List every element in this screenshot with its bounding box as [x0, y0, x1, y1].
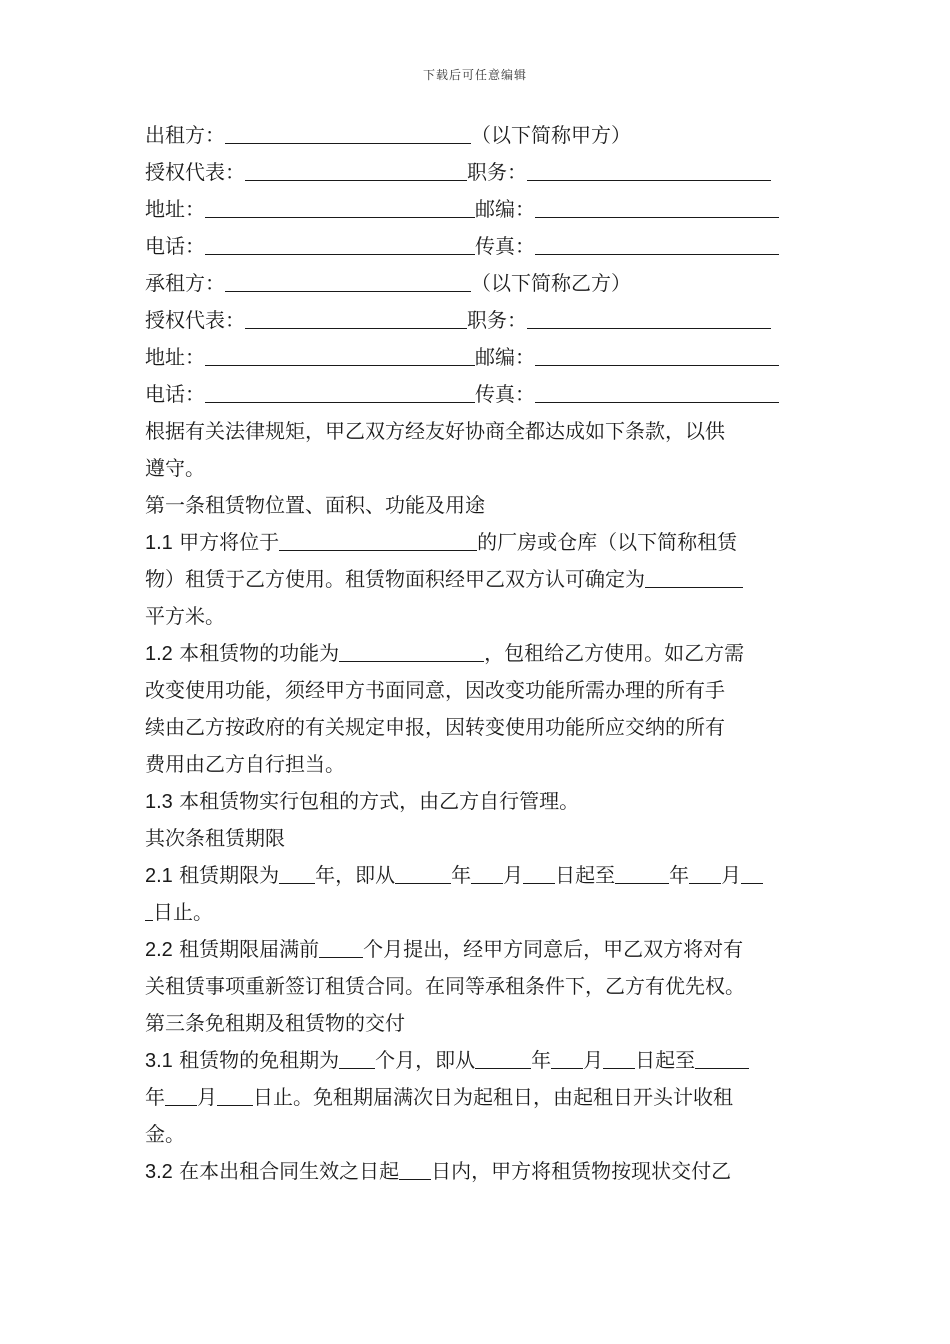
clause-text: 日止。 — [153, 900, 213, 924]
fax-label: 传真： — [475, 234, 535, 258]
area-blank[interactable] — [645, 565, 743, 588]
clause-text: 费用由乙方自行担当。 — [145, 752, 345, 776]
end-day-blank[interactable] — [217, 1083, 253, 1106]
post-blank[interactable] — [527, 158, 771, 181]
end-day-blank[interactable] — [741, 861, 763, 884]
clause-number: 3.1 — [145, 1050, 173, 1072]
clause-text: 甲方将位于 — [172, 530, 280, 554]
clause-text: 月 — [583, 1048, 604, 1072]
clause-1-2-line — [145, 709, 807, 746]
lessee-phone-line — [145, 376, 807, 413]
fax-blank[interactable] — [535, 232, 779, 255]
clause-1-2-line — [145, 746, 807, 783]
clause-text: 年 — [145, 1085, 165, 1109]
clause-text: 关租赁事项重新签订租赁合同。在同等承租条件下，乙方有优先权。 — [145, 974, 745, 998]
clause-text: 租赁期限届满前 — [172, 937, 320, 961]
clause-2-2-line — [145, 968, 807, 1005]
delivery-days-blank[interactable] — [399, 1157, 431, 1180]
article-1-title — [145, 487, 807, 524]
clause-text: 年 — [669, 863, 690, 887]
lessor-note: （以下简称甲方） — [471, 123, 631, 147]
clause-text: 月 — [721, 863, 742, 887]
rep-blank[interactable] — [245, 306, 467, 329]
clause-3-2-line — [145, 1153, 807, 1190]
clause-2-1-line — [145, 894, 807, 931]
clause-1-2-line — [145, 672, 807, 709]
clause-3-1-line — [145, 1116, 807, 1153]
phone-blank[interactable] — [205, 232, 475, 255]
clause-2-2-line — [145, 931, 807, 968]
clause-text: 金。 — [145, 1122, 185, 1146]
clause-text: 续由乙方按政府的有关规定申报，因转变使用功能所应交纳的所有 — [145, 715, 725, 739]
clause-text: 平方米。 — [145, 604, 225, 628]
zip-label: 邮编： — [475, 197, 535, 221]
fax-blank[interactable] — [535, 380, 779, 403]
rep-label: 授权代表： — [145, 308, 245, 332]
lessee-label: 承租方： — [145, 271, 225, 295]
clause-number: 3.2 — [145, 1161, 173, 1183]
contract-body — [145, 117, 807, 1190]
clause-number: 1.2 — [145, 643, 173, 665]
lessee-line — [145, 265, 807, 302]
lessor-line — [145, 117, 807, 154]
phone-label: 电话： — [145, 382, 205, 406]
lessor-phone-line — [145, 228, 807, 265]
end-month-blank[interactable] — [165, 1083, 197, 1106]
start-year-blank[interactable] — [475, 1046, 531, 1069]
fax-label: 传真： — [475, 382, 535, 406]
clause-number: 2.1 — [145, 865, 173, 887]
clause-number: 2.2 — [145, 939, 173, 961]
months-blank[interactable] — [319, 935, 363, 958]
zip-blank[interactable] — [535, 343, 779, 366]
start-month-blank[interactable] — [471, 861, 503, 884]
intro-text: 遵守。 — [145, 456, 205, 480]
clause-text: 本租赁物实行包租的方式，由乙方自行管理。 — [172, 789, 580, 813]
zip-blank[interactable] — [535, 195, 779, 218]
phone-blank[interactable] — [205, 380, 475, 403]
article-3-title — [145, 1005, 807, 1042]
clause-3-1-line — [145, 1042, 807, 1079]
clause-3-1-line — [145, 1079, 807, 1116]
clause-text: 个月，即从 — [375, 1048, 476, 1072]
lessor-label: 出租方： — [145, 123, 225, 147]
intro-paragraph-line — [145, 413, 807, 450]
intro-paragraph-end — [145, 450, 807, 487]
clause-text: 年 — [531, 1048, 552, 1072]
rep-label: 授权代表： — [145, 160, 245, 184]
rep-blank[interactable] — [245, 158, 467, 181]
article-title: 第三条免租期及租赁物的交付 — [145, 1011, 405, 1035]
article-2-title — [145, 820, 807, 857]
clause-text: 日内，甲方将租赁物按现状交付乙 — [431, 1159, 732, 1183]
clause-text: 在本出租合同生效之日起 — [172, 1159, 400, 1183]
end-year-blank[interactable] — [695, 1046, 749, 1069]
clause-text: 年，即从 — [315, 863, 396, 887]
address-blank[interactable] — [205, 343, 475, 366]
address-blank[interactable] — [205, 195, 475, 218]
clause-text: 月 — [197, 1085, 217, 1109]
start-day-blank[interactable] — [603, 1046, 635, 1069]
lessee-note: （以下简称乙方） — [471, 271, 631, 295]
end-year-blank[interactable] — [615, 861, 669, 884]
clause-1-1-line — [145, 524, 807, 561]
lessor-rep-line — [145, 154, 807, 191]
start-month-blank[interactable] — [551, 1046, 583, 1069]
clause-text: 本租赁物的功能为 — [172, 641, 340, 665]
clause-2-1-line — [145, 857, 807, 894]
clause-1-2-line — [145, 635, 807, 672]
lessee-blank[interactable] — [225, 269, 471, 292]
clause-text: 月 — [503, 863, 524, 887]
clause-text: 日止。免租期届满次日为起租日，由起租日开头计收租 — [253, 1085, 733, 1109]
lessee-address-line — [145, 339, 807, 376]
start-year-blank[interactable] — [395, 861, 451, 884]
clause-number: 1.3 — [145, 791, 173, 813]
clause-text: 改变使用功能，须经甲方书面同意，因改变功能所需办理的所有手 — [145, 678, 725, 702]
clause-1-3-line — [145, 783, 807, 820]
start-day-blank[interactable] — [523, 861, 555, 884]
location-blank[interactable] — [279, 528, 477, 551]
end-month-blank[interactable] — [689, 861, 721, 884]
end-day-blank-cont[interactable] — [145, 898, 153, 921]
clause-text: ，包租给乙方使用。如乙方需 — [484, 641, 745, 665]
lessee-rep-line — [145, 302, 807, 339]
function-blank[interactable] — [339, 639, 484, 662]
zip-label: 邮编： — [475, 345, 535, 369]
clause-text: 的厂房或仓库（以下简称租赁 — [477, 530, 738, 554]
clause-number: 1.1 — [145, 532, 173, 554]
clause-1-1-line — [145, 561, 807, 598]
lessor-blank[interactable] — [225, 121, 471, 144]
clause-text: 个月提出，经甲方同意后，甲乙双方将对有 — [363, 937, 744, 961]
page-header: 下载后可任意编辑 — [422, 68, 527, 82]
clause-text: 年 — [451, 863, 472, 887]
post-blank[interactable] — [527, 306, 771, 329]
address-label: 地址： — [145, 197, 205, 221]
post-label: 职务： — [467, 308, 527, 332]
clause-text: 物）租赁于乙方使用。租赁物面积经甲乙双方认可确定为 — [145, 567, 645, 591]
article-title: 第一条租赁物位置、面积、功能及用途 — [145, 493, 485, 517]
intro-text: 根据有关法律规矩，甲乙双方经友好协商全都达成如下条款，以供 — [145, 419, 725, 443]
clause-1-1-line — [145, 598, 807, 635]
article-title: 其次条租赁期限 — [145, 826, 285, 850]
post-label: 职务： — [467, 160, 527, 184]
clause-text: 租赁物的免租期为 — [172, 1048, 340, 1072]
phone-label: 电话： — [145, 234, 205, 258]
free-months-blank[interactable] — [339, 1046, 375, 1069]
address-label: 地址： — [145, 345, 205, 369]
clause-text: 租赁期限为 — [172, 863, 280, 887]
clause-text: 日起至 — [635, 1048, 696, 1072]
years-blank[interactable] — [279, 861, 315, 884]
clause-text: 日起至 — [555, 863, 616, 887]
lessor-address-line — [145, 191, 807, 228]
